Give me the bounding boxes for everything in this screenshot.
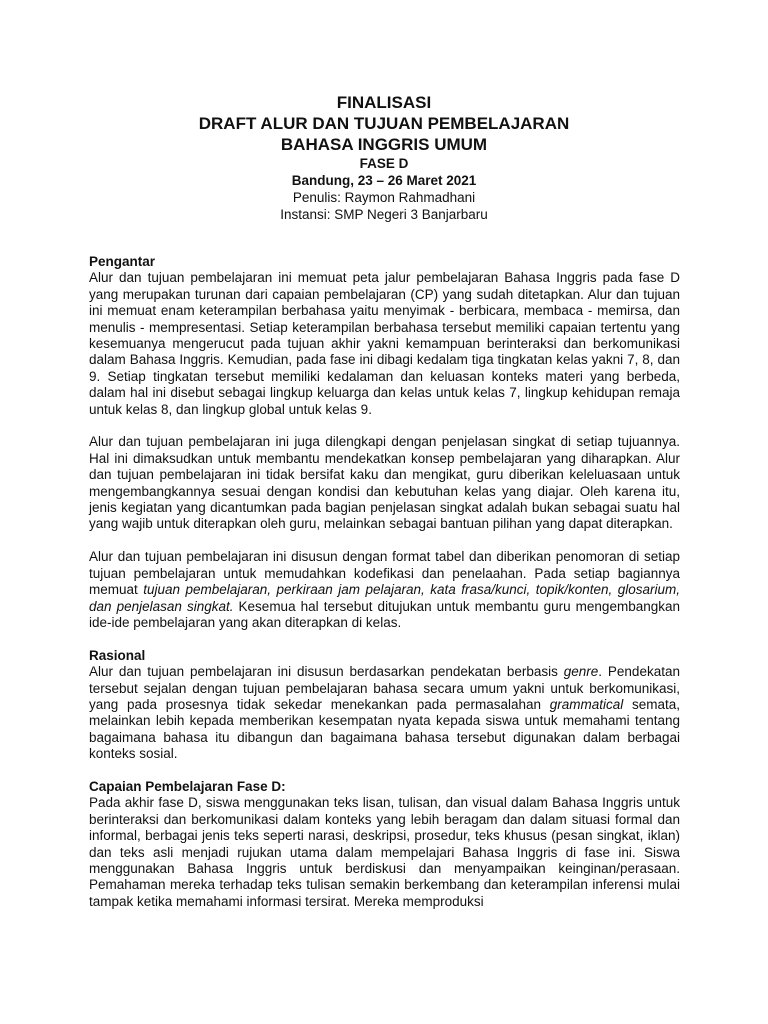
rasional-italic-grammatical: grammatical: [549, 696, 624, 712]
pengantar-p3-text-a: Alur dan tujuan pembelajaran ini disusun dengan format tabel dan diberikan penomoran di setiap tujuan pembelajaran untuk memudahkan kodefikasi dan penelaahan. Pada setiap bagiannya memuat: [89, 549, 680, 598]
heading-rasional: Rasional: [89, 647, 146, 663]
heading-capaian: Capaian Pembelajaran Fase D:: [89, 778, 286, 794]
heading-pengantar: Pengantar: [89, 254, 156, 269]
pengantar-p3-text-b: Kesemua hal tersebut ditujukan untuk membantu guru mengembangkan ide-ide pembelajaran yang akan diterapkan di kelas.: [89, 598, 680, 630]
paragraph-gap: [89, 631, 680, 647]
title-block: [0, 92, 768, 223]
institution-line: Instansi: SMP Negeri 3 Banjarbaru: [280, 207, 488, 222]
phase-label: FASE D: [359, 156, 409, 171]
document-title-line2: DRAFT ALUR DAN TUJUAN PEMBELAJARAN: [198, 114, 570, 133]
capaian-paragraph: Pada akhir fase D, siswa menggunakan teks lisan, tulisan, dan visual dalam Bahasa Inggris untuk berinteraksi dan berkomunikasi dalam konteks yang lebih beragam dan dalam situasi formal dan informal, berbagai jenis teks seperti narasi, deskripsi, prosedur, teks khusus (pesan singkat, iklan) dan teks asli menjadi rujukan utama dalam mempelajari Bahasa Inggris di fase ini. Siswa menggunakan Bahasa Inggris untuk berdiskusi dan menyampaikan keinginan/perasaan. Pemahaman mereka terhadap teks tulisan semakin berkembang dan keterampilan inferensi mulai tampak ketika memahami informasi tersirat. Mereka memproduksi: [89, 795, 680, 909]
document-body: [89, 254, 680, 910]
rasional-text-c: semata, melainkan lebih kepada memberikan kesempatan nyata kepada siswa untuk memahami tentang bagaimana bahasa itu dibangun dan bagaimana bahasa tersebut digunakan dalam berbagai konteks sosial.: [89, 696, 680, 762]
document-title-line1: FINALISASI: [336, 93, 432, 112]
pengantar-paragraph-3: [89, 549, 680, 631]
rasional-text-b: . Pendekatan tersebut sejalan dengan tujuan pembelajaran bahasa secara umum yakni untuk berkomunikasi, yang pada prosesnya tidak sekedar menekankan pada permasalahan: [89, 664, 680, 712]
pengantar-paragraph-2: Alur dan tujuan pembelajaran ini juga dilengkapi dengan penjelasan singkat di setiap tujuannya. Hal ini dimaksudkan untuk membantu mendekatkan konsep pembelajaran yang diharapkan. Alur dan tujuan pembelajaran ini tidak bersifat kaku dan mengikat, guru diberikan keleluasaan untuk mengembangkannya sesuai dengan kondisi dan kebutuhan kelas yang diajar. Oleh karena itu, jenis kegiatan yang dicantumkan pada bagian penjelasan singkat adalah bukan sebagai suatu hal yang wajib untuk diterapkan oleh guru, melainkan sebagai bantuan pilihan yang dapat diterapkan.: [89, 434, 680, 532]
paragraph-gap: [89, 533, 680, 549]
place-date: Bandung, 23 – 26 Maret 2021: [291, 173, 477, 188]
paragraph-gap: [89, 418, 680, 434]
paragraph-gap: [89, 763, 680, 779]
pengantar-paragraph-1: Alur dan tujuan pembelajaran ini memuat peta jalur pembelajaran Bahasa Inggris pada fase D yang merupakan turunan dari capaian pembelajaran (CP) yang sudah ditetapkan. Alur dan tujuan ini memuat enam keterampilan berbahasa yaitu menyimak - berbicara, membaca - memirsa, dan menulis - mempresentasi. Setiap keterampilan berbahasa tersebut memiliki capaian tertentu yang kesemuanya mengerucut pada tujuan akhir yakni kemampuan berinteraksi dan berkomunikasi dalam Bahasa Inggris. Kemudian, pada fase ini dibagi kedalam tiga tingkatan kelas yakni 7, 8, dan 9. Setiap tingkatan tersebut memiliki kedalaman dan keluasan konteks materi yang berbeda, dalam hal ini disebut sebagai lingkup keluarga dan kelas untuk kelas 7, lingkup kehidupan remaja untuk kelas 8, dan lingkup global untuk kelas 9.: [89, 270, 680, 417]
rasional-italic-genre: genre: [563, 664, 599, 680]
pengantar-p3-italic: tujuan pembelajaran, perkiraan jam pelajaran, kata frasa/kunci, topik/konten, glosarium, dan penjelasan singkat.: [89, 582, 680, 614]
rasional-text-a: Alur dan tujuan pembelajaran ini disusun berdasarkan pendekatan berbasis: [89, 664, 564, 680]
rasional-paragraph: [89, 664, 680, 762]
author-line: Penulis: Raymon Rahmadhani: [292, 190, 476, 205]
document-title-line3: BAHASA INGGRIS UMUM: [280, 135, 488, 154]
